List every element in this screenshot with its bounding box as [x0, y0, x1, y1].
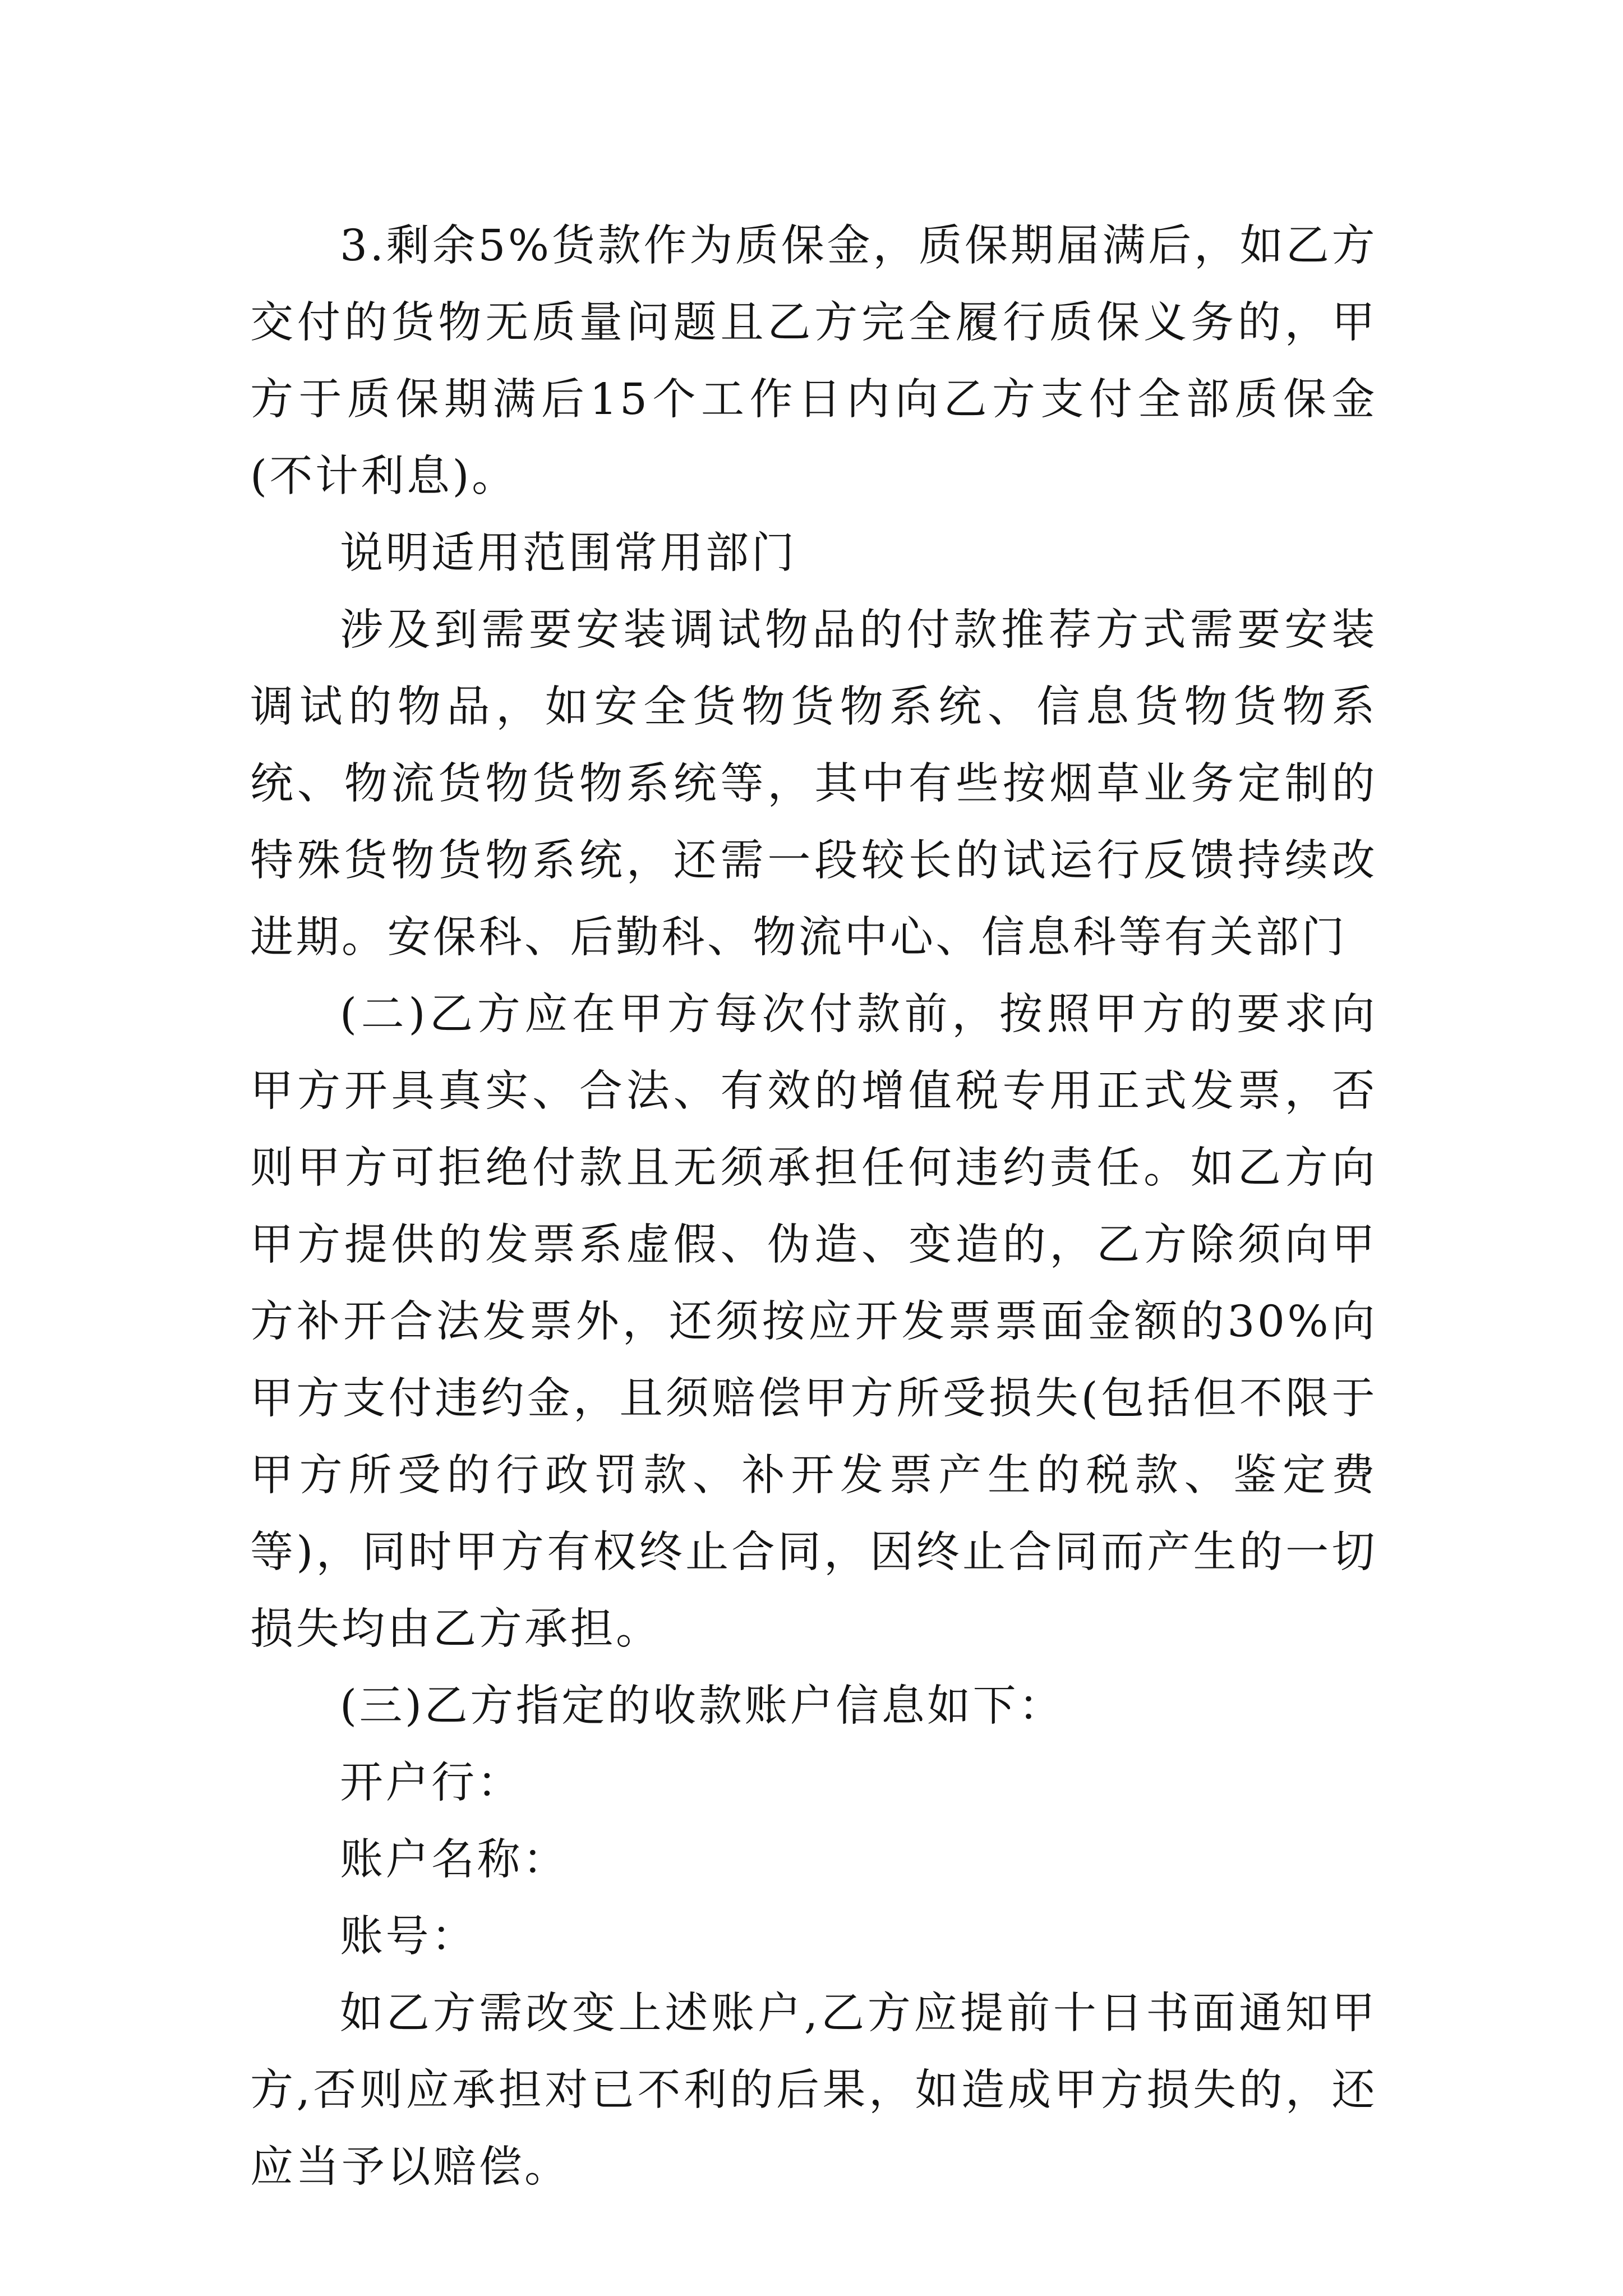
paragraph-quality-deposit: 3.剩余5%货款作为质保金，质保期届满后，如乙方交付的货物无质量问题且乙方完全履行质保义务的，甲方于质保期满后15个工作日内向乙方支付全部质保金(不计利息)。 [250, 221, 1377, 501]
document-body [250, 208, 1377, 2206]
paragraph-invoice-clause: (二)乙方应在甲方每次付款前，按照甲方的要求向甲方开具真实、合法、有效的增值税专用正式发票，否则甲方可拒绝付款且无须承担任何违约责任。如乙方向甲方提供的发票系虚假、伪造、变造的，乙方除须向甲方补开合法发票外，还须按应开发票票面金额的30%向甲方支付违约金，且须赔偿甲方所受损失(包括但不限于甲方所受的行政罚款、补开发票产生的税款、鉴定费等)，同时甲方有权终止合同，因终止合同而产生的一切损失均由乙方承担。 [250, 990, 1377, 1654]
paragraph-installation-payment: 涉及到需要安装调试物品的付款推荐方式需要安装调试的物品，如安全货物货物系统、信息货物货物系统、物流货物货物系统等，其中有些按烟草业务定制的特殊货物货物系统，还需一段较长的试运行反馈持续改进期。安保科、后勤科、物流中心、信息科等有关部门 [250, 605, 1377, 963]
paragraph-account-change: 如乙方需改变上述账户,乙方应提前十日书面通知甲方,否则应承担对已不利的后果，如造成甲方损失的，还应当予以赔偿。 [250, 1989, 1377, 2192]
paragraph-bank-name: 开户行： [340, 1758, 523, 1808]
paragraph-account-number: 账号： [340, 1912, 477, 1962]
paragraph-account-info-heading: (三)乙方指定的收款账户信息如下： [340, 1681, 1064, 1731]
paragraph-scope-heading: 说明适用范围常用部门 [340, 528, 797, 578]
paragraph-account-name: 账户名称： [340, 1835, 569, 1885]
